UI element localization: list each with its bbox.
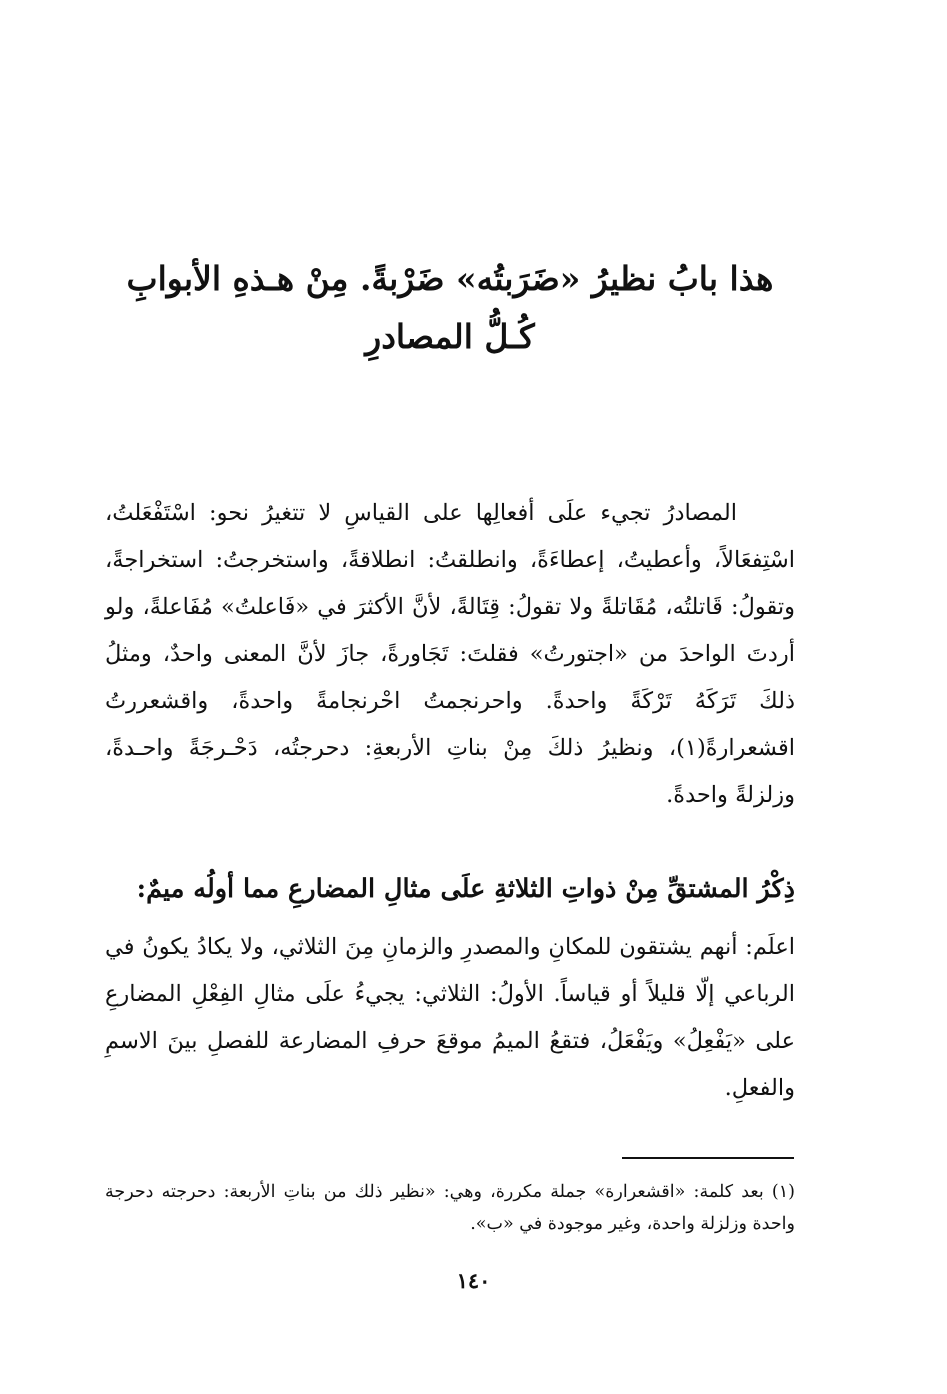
paragraph-1-text: المصادرُ تجيء علَى أفعالِها على القياسِ لا تتغيرُ نحو: اسْتَفْعَلتُ، اسْتِفعَالاً، وأعطيتُ، إعطاءَةً، وانطلقتُ: انطلاقةً، واستخرجتُ: استخراجةً، وتقولُ: قَاتلتُه، مُقَاتلةً ولا تقولُ: قِتَالةً، لأنَّ الأكثرَ في «فَاعلتُ» مُفَاعلةً، ولو أردتَ الواحدَ من «اجتورتُ» فقلتَ: تَجَاورةً، جازَ لأنَّ المعنى واحدٌ، ومثلُ ذلكَ تَرَكَهُ تَرْكَةً واحدةً. واحرنجمتُ احْرنجامةً واحدةً، واقشعررتُ اقشعرارةً(١)، ونظيرُ ذلكَ مِنْ بناتِ الأربعةِ: دحرجتُه، دَحْـرجَةً واحـدةً، وزلزلةً واحدةً.	[105, 500, 795, 808]
paragraph-2: اعلَم: أنهم يشتقون للمكانِ والمصدرِ والزمانِ مِنَ الثلاثي، ولا يكادُ يكونُ في الرباعي إلّا قليلاً أو قياساً. الأولُ: الثلاثي: يجيءُ علَى مثالِ الفِعْلِ المضارعِ على «يَفْعِلُ» ويَفْعَلُ، فتقعُ الميمُ موقعَ حرفِ المضارعة للفصلِ بينَ الاسمِ والفعلِ.	[105, 934, 795, 1101]
footnote: (١) بعد كلمة: «اقشعرارة» جملة مكررة، وهي: «نظير ذلك من بناتِ الأربعة: دحرجته دحرجة واحدة وزلزلة واحدة، وغير موجودة في «ب».	[105, 1182, 795, 1234]
paragraph-1	[105, 490, 795, 819]
footnote-separator	[622, 1157, 794, 1159]
chapter-title: هذا بابُ نظيرُ «ضَرَبتُه» ضَرْبةً. مِنْ هـذهِ الأبوابِ كُـلُّ المصادرِ	[126, 259, 774, 356]
section-heading: ذِكْرُ المشتقِّ مِنْ ذواتِ الثلاثةِ علَى مثالِ المضارعِ مما أولُه ميمٌ:	[136, 874, 795, 904]
page-number: ١٤٠	[456, 1268, 491, 1293]
